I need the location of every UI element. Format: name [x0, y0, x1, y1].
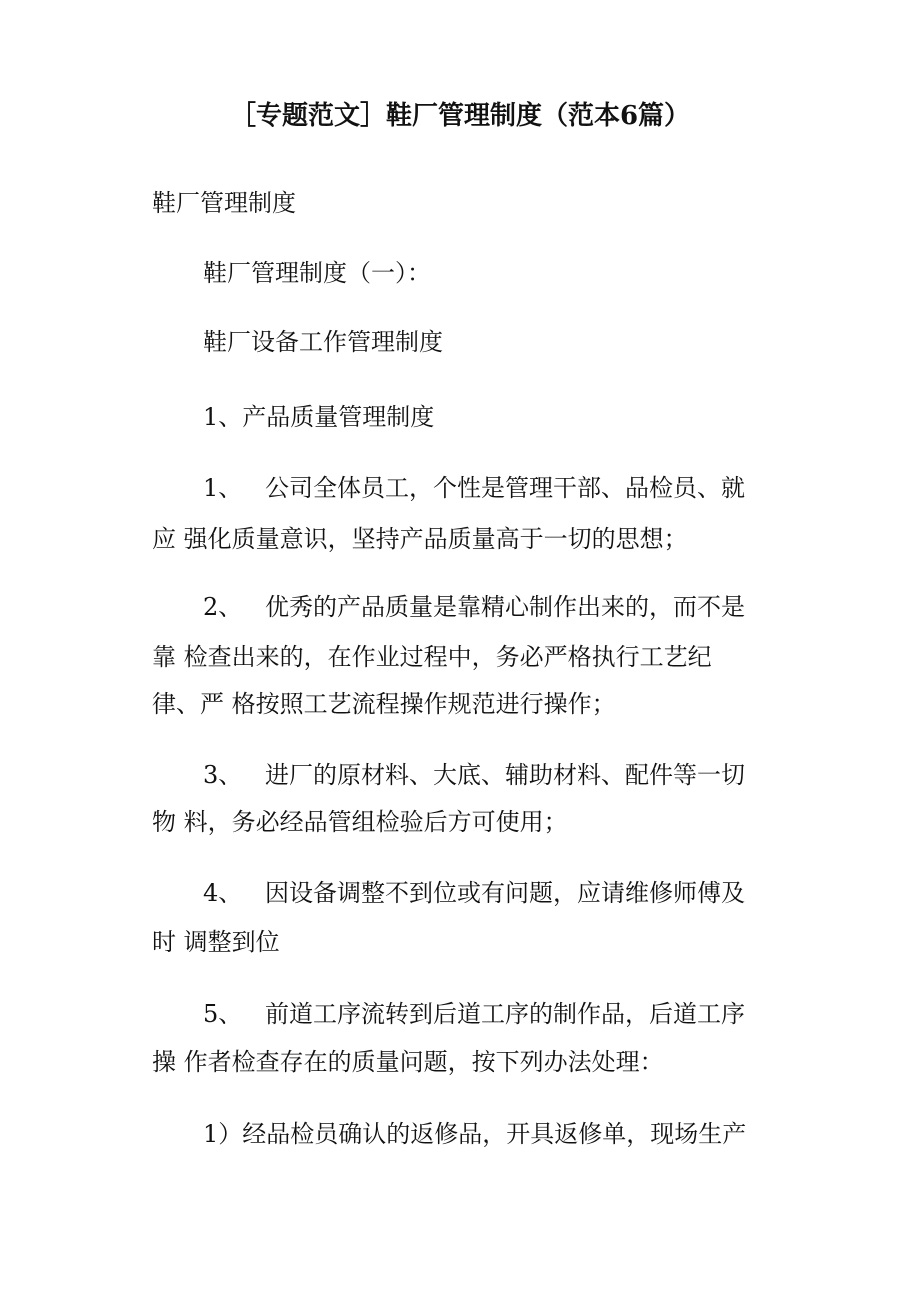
- list-item-2-line-1: [203, 587, 745, 627]
- list-item-5-line-2: 操 作者检查存在的质量问题，按下列办法处理：: [152, 1048, 664, 1076]
- list-item-number: 1、: [203, 474, 243, 502]
- list-item-text: 因设备调整不到位或有问题，应请维修师傅及: [265, 879, 745, 907]
- list-item-4-line-2: 时 调整到位: [152, 928, 280, 956]
- section-title: 鞋厂设备工作管理制度: [203, 328, 443, 356]
- list-item-text: 前道工序流转到后道工序的制作品，后道工序: [265, 1000, 745, 1028]
- document-subheading: 鞋厂管理制度（一）：: [203, 259, 431, 287]
- document-heading: 鞋厂管理制度: [152, 189, 296, 217]
- list-item-text: 公司全体员工，个性是管理干部、品检员、就: [265, 474, 745, 502]
- list-item-number: 3、: [203, 761, 243, 789]
- list-item-text: 优秀的产品质量是靠精心制作出来的，而不是: [265, 593, 745, 621]
- list-item-4-line-1: [203, 873, 745, 913]
- list-item-number: 4、: [203, 879, 243, 907]
- list-item-text: 进厂的原材料、大底、辅助材料、配件等一切: [265, 761, 745, 789]
- list-item-5-line-1: [203, 994, 745, 1034]
- list-item-1-line-1: [203, 468, 745, 508]
- document-title: ［专题范文］鞋厂管理制度（范本6篇）: [229, 101, 691, 131]
- sub-item-1: 1）经品检员确认的返修品，开具返修单，现场生产: [203, 1120, 747, 1148]
- list-item-number: 5、: [203, 1000, 243, 1028]
- list-item-1-line-2: 应 强化质量意识，坚持产品质量高于一切的思想；: [152, 525, 688, 553]
- list-item-2-line-3: 律、严 格按照工艺流程操作规范进行操作；: [152, 690, 616, 718]
- section-item: 1、产品质量管理制度: [203, 403, 435, 431]
- list-item-2-line-2: 靠 检查出来的，在作业过程中，务必严格执行工艺纪: [152, 643, 712, 671]
- list-item-3-line-1: [203, 755, 745, 795]
- list-item-3-line-2: 物 料，务必经品管组检验后方可使用；: [152, 808, 568, 836]
- list-item-number: 2、: [203, 593, 243, 621]
